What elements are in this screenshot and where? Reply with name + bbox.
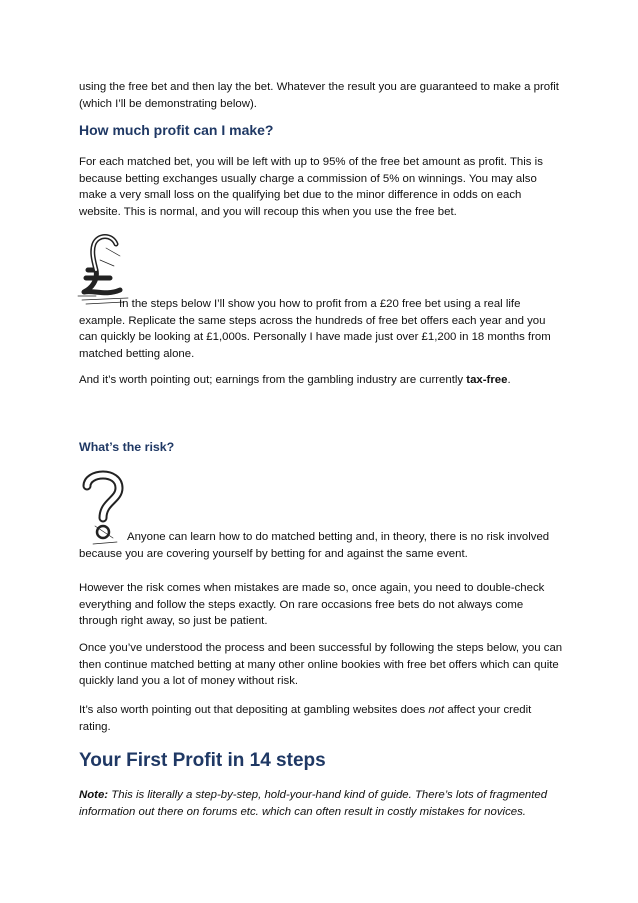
note-text: This is literally a step-by-step, hold-your-hand kind of guide. There’s lots of fragmented information out there on forums etc. which can often result in costly mistakes for novices. [79, 789, 548, 818]
risk-paragraph-4 [79, 702, 565, 735]
risk-paragraph-2: However the risk comes when mistakes are made so, once again, you need to double-check everything and follow the steps exactly. On rare occasions free bets do not always come through right away, so just be patient. [79, 582, 545, 628]
heading-first-profit: Your First Profit in 14 steps [79, 750, 326, 771]
intro-paragraph: using the free bet and then lay the bet. Whatever the result you are guaranteed to make a profit (which I’ll be demonstrating below). [79, 81, 559, 110]
pound-sign-illustration-icon [76, 230, 134, 306]
note-paragraph [79, 787, 565, 820]
risk-paragraph-1-text: Anyone can learn how to do matched betting and, in theory, there is no risk involved because you are covering yourself by betting for and against the same event. [79, 531, 550, 560]
credit-text-after: affect your credit rating. [79, 704, 532, 733]
risk-paragraph-3: Once you’ve understood the process and been successful by following the steps below, you can then continue matched betting at many other online bookies with free bet offers which can quite quickly land you a lot of money without risk. [79, 642, 563, 688]
heading-profit: How much profit can I make? [79, 122, 274, 138]
profit-paragraph: For each matched bet, you will be left with up to 95% of the free bet amount as profit. This is because betting exchanges usually charge a commission of 5% on winnings. You may also make a very small loss on the qualifying bet due to the minor difference in odds on each website. This is normal, and you will recoup this when you use the free bet. [79, 156, 543, 218]
credit-not-italic: not [428, 704, 445, 716]
tax-period: . [507, 374, 511, 386]
note-label: Note: [79, 789, 109, 801]
steps-intro-paragraph [79, 296, 565, 362]
steps-intro-text: In the steps below I’ll show you how to profit from a £20 free bet using a real life example. Replicate the same steps across the hundreds of free bet offers each year and you can quickly be looking at £1,000s. Personally I have made just over £1,200 in 18 months from matched betting alone. [79, 298, 551, 360]
credit-text-before: It’s also worth pointing out that depositing at gambling websites does [79, 704, 429, 716]
tax-text: And it’s worth pointing out; earnings from the gambling industry are currently [79, 374, 467, 386]
risk-paragraph-1 [79, 529, 565, 562]
tax-free-bold: tax-free [466, 374, 508, 386]
tax-paragraph [79, 372, 565, 389]
heading-risk: What’s the risk? [79, 440, 175, 454]
